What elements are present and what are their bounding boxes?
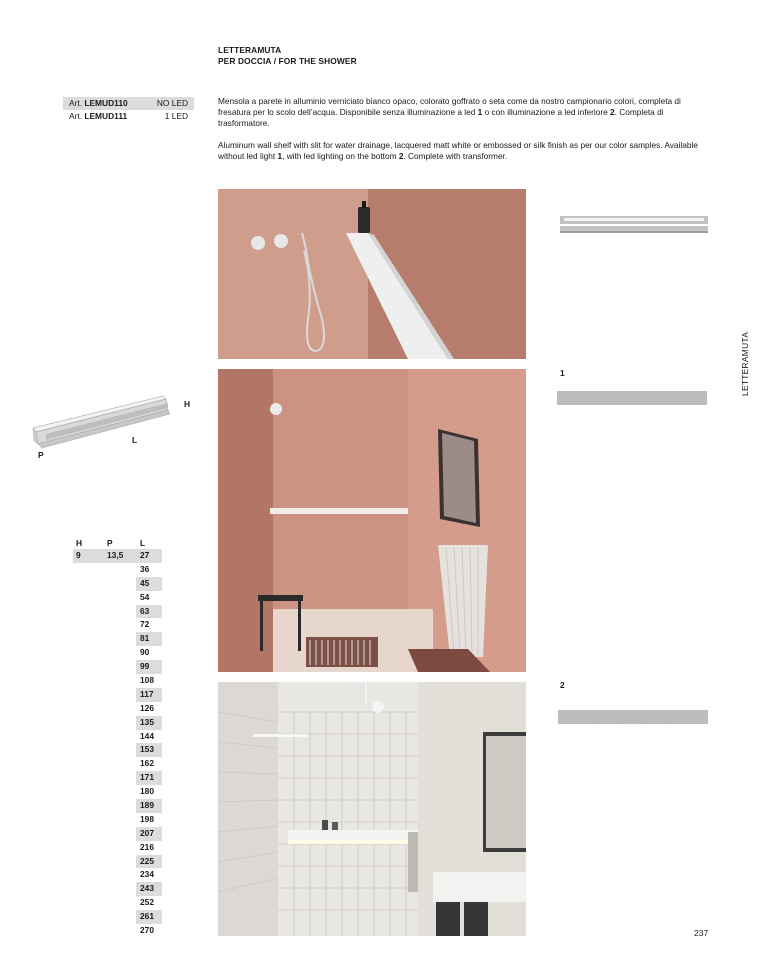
- length-cell: 252: [140, 897, 154, 908]
- length-cell: 72: [140, 619, 150, 630]
- shelf-section-top: [560, 213, 710, 235]
- article-code: LEMUD111: [84, 111, 128, 121]
- description-english: Aluminum wall shelf with slit for water drainage, lacquered matt white or embossed or silk finish as per our color samples. Available without led light 1, with led lighting on the bottom 2. Complete with transformer.: [218, 140, 698, 161]
- length-cell: 27: [136, 549, 162, 563]
- article-variant: 1 LED: [164, 111, 188, 121]
- length-cell: 162: [140, 758, 154, 769]
- header-l: L: [140, 538, 146, 548]
- header-p: P: [107, 538, 113, 548]
- length-cell: 180: [140, 786, 154, 797]
- dim-label-p: P: [38, 450, 44, 460]
- article-prefix: Art.: [69, 98, 83, 108]
- header-h: H: [76, 538, 83, 548]
- article-table: [63, 97, 194, 123]
- length-cell: 234: [140, 869, 154, 880]
- article-row: [63, 110, 194, 123]
- shelf-section-no-led: [557, 391, 707, 405]
- product-3d-drawing: [28, 386, 198, 466]
- variant-number-2: 2: [560, 680, 565, 690]
- shelf-section-led: [555, 708, 710, 740]
- article-variant: NO LED: [156, 98, 188, 108]
- title-line-1: LETTERAMUTA: [218, 45, 282, 55]
- length-cell: 54: [140, 591, 150, 602]
- photo-bathroom-niche: [218, 369, 526, 672]
- length-cell: 36: [140, 563, 150, 574]
- dimensions-table: [63, 537, 163, 937]
- length-cell: 189: [136, 799, 162, 813]
- length-cell: 207: [136, 827, 162, 841]
- value-h: 9: [76, 550, 81, 560]
- side-section-label: LETTERAMUTA: [740, 331, 750, 396]
- length-cell: 126: [140, 702, 154, 713]
- length-cell: 108: [140, 675, 154, 686]
- length-cell: 171: [136, 771, 162, 785]
- length-cell: 261: [136, 910, 162, 924]
- article-prefix: Art.: [69, 111, 83, 121]
- photo-white-shower-led: [218, 682, 526, 936]
- length-cell: 63: [136, 605, 162, 619]
- page-number: 237: [694, 928, 709, 938]
- length-cell: 81: [136, 632, 162, 646]
- variant-number-1: 1: [560, 368, 565, 378]
- length-cell: 144: [140, 730, 154, 741]
- length-cell: 216: [140, 841, 154, 852]
- dim-label-h: H: [184, 399, 191, 409]
- photo-shower-shelf: [218, 189, 526, 359]
- article-code: LEMUD110: [84, 98, 128, 108]
- length-cell: 90: [140, 647, 150, 658]
- title-line-2: PER DOCCIA / FOR THE SHOWER: [218, 56, 357, 66]
- length-cell: 198: [140, 813, 154, 824]
- article-row: [63, 97, 194, 110]
- length-cell: 99: [136, 660, 162, 674]
- value-p: 13,5: [107, 550, 124, 560]
- length-column: [136, 549, 162, 938]
- length-cell: 135: [136, 716, 162, 730]
- length-cell: 225: [136, 855, 162, 869]
- length-cell: 270: [140, 925, 154, 936]
- page-title: [218, 45, 357, 67]
- length-cell: 117: [136, 688, 162, 702]
- length-cell: 243: [136, 882, 162, 896]
- length-cell: 153: [136, 743, 162, 757]
- dim-label-l: L: [132, 435, 138, 445]
- length-cell: 45: [136, 577, 162, 591]
- description-italian: Mensola a parete in alluminio verniciato bianco opaco, colorato goffrato o seta come da nostro campionario colori, completa di fresatura per lo scolo dell’acqua. Disponibile senza illuminazione a led 1 o con illuminazione a led inferiore 2. Completa di trasformatore.: [218, 96, 681, 128]
